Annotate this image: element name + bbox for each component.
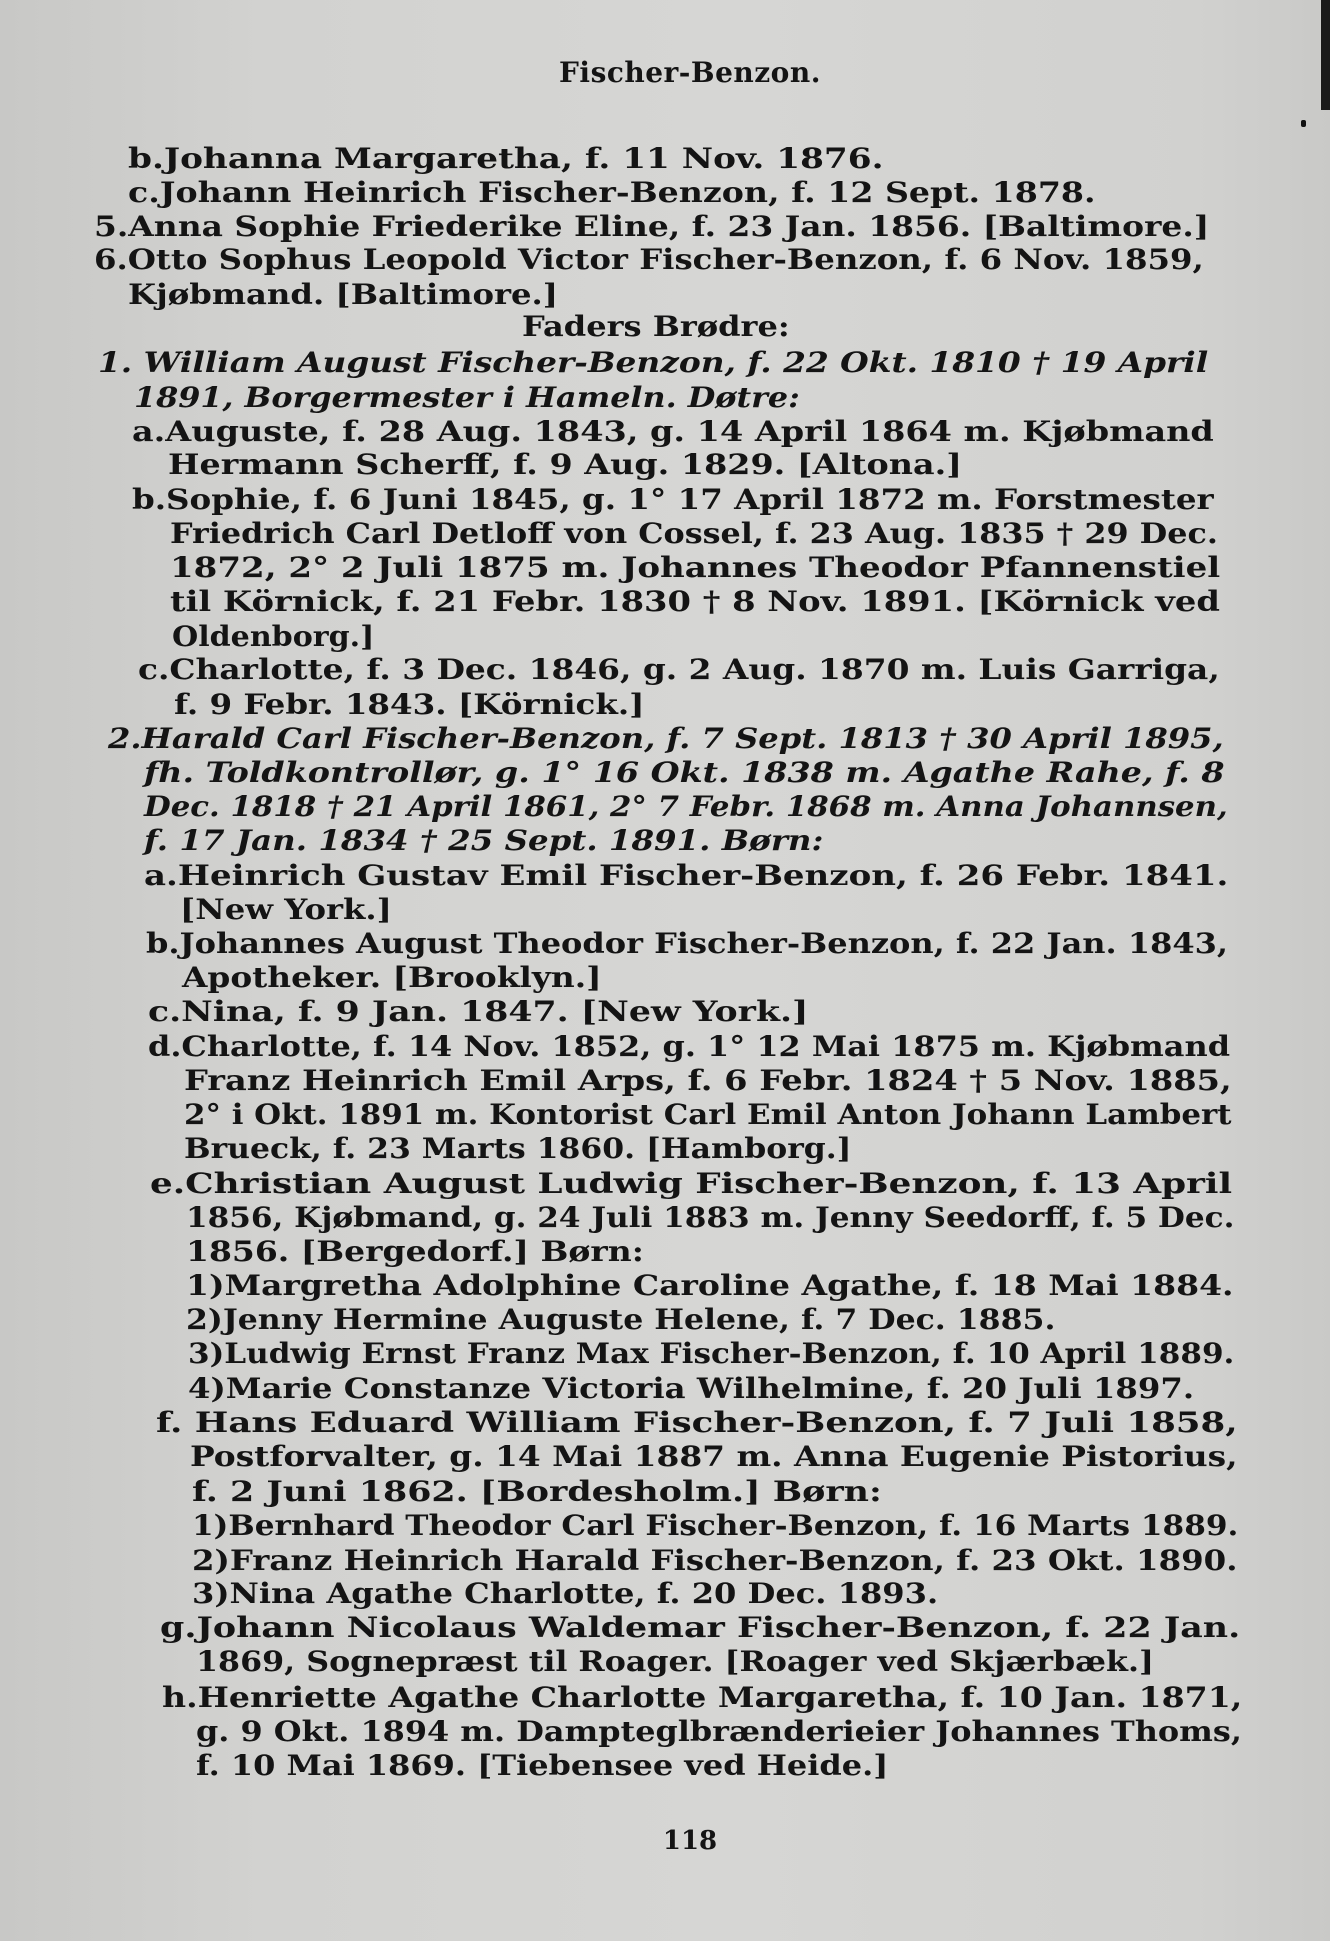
text-line: h.Henriette Agathe Charlotte Margaretha, f. 10 Jan. 1871, [162,1681,1243,1714]
text-line: g.Johann Nicolaus Waldemar Fischer-Benzon, f. 22 Jan. [160,1611,1241,1644]
text-line: e.Christian August Ludwig Fischer-Benzon, f. 13 April [150,1167,1233,1200]
text-line: 1. William August Fischer-Benzon, f. 22 Okt. 1810 † 19 April [98,346,1209,379]
text-line: a.Auguste, f. 28 Aug. 1843, g. 14 April 1864 m. Kjøbmand [132,415,1214,448]
text-line: 1869, Sognepræst til Roager. [Roager ved Skjærbæk.] [196,1645,1154,1678]
text-line: b.Johannes August Theodor Fischer-Benzon, f. 22 Jan. 1843, [146,927,1229,960]
text-line: 6.Otto Sophus Leopold Victor Fischer-Benzon, f. 6 Nov. 1859, [94,243,1204,276]
text-line: f. Hans Eduard William Fischer-Benzon, f. 7 Juli 1858, [156,1406,1238,1439]
text-line: 2.Harald Carl Fischer-Benzon, f. 7 Sept. 1813 † 30 April 1895, [108,722,1224,755]
text-line: 2)Franz Heinrich Harald Fischer-Benzon, f. 23 Okt. 1890. [192,1544,1238,1577]
text-line: Friedrich Carl Detloff von Cossel, f. 23 Aug. 1835 † 29 Dec. [170,517,1218,550]
text-line: Franz Heinrich Emil Arps, f. 6 Febr. 1824 † 5 Nov. 1885, [184,1064,1232,1097]
text-line: Hermann Scherff, f. 9 Aug. 1829. [Altona.] [168,448,962,481]
text-line: 4)Marie Constanze Victoria Wilhelmine, f. 20 Juli 1897. [188,1372,1195,1405]
text-line: Postforvalter, g. 14 Mai 1887 m. Anna Eugenie Pistorius, [190,1440,1238,1473]
text-line: [New York.] [180,893,392,926]
ink-speck [1301,120,1306,127]
text-line: f. 10 Mai 1869. [Tiebensee ved Heide.] [196,1749,889,1782]
text-line: c.Johann Heinrich Fischer-Benzon, f. 12 Sept. 1878. [128,176,1096,209]
text-line: 1)Margretha Adolphine Caroline Agathe, f. 18 Mai 1884. [186,1269,1234,1302]
text-line: 2° i Okt. 1891 m. Kontorist Carl Emil Anton Johann Lambert [184,1098,1232,1131]
text-line: f. 17 Jan. 1834 † 25 Sept. 1891. Børn: [144,824,824,857]
text-line: b.Johanna Margaretha, f. 11 Nov. 1876. [128,142,884,175]
text-line: fh. Toldkontrollør, g. 1° 16 Okt. 1838 m. Agathe Rahe, f. 8 [144,756,1225,789]
text-line: 3)Nina Agathe Charlotte, f. 20 Dec. 1893. [192,1577,939,1610]
scan-edge-shadow [1321,0,1330,110]
text-line: c.Nina, f. 9 Jan. 1847. [New York.] [148,995,809,1028]
text-line: f. 2 Juni 1862. [Bordesholm.] Børn: [192,1475,882,1508]
text-line: Oldenborg.] [172,620,375,653]
text-line: 1891, Borgermester i Hameln. Døtre: [134,381,800,414]
text-line: 1872, 2° 2 Juli 1875 m. Johannes Theodor Pfannenstiel [170,551,1221,584]
text-line: g. 9 Okt. 1894 m. Dampteglbrænderieier Johannes Thoms, [196,1715,1242,1748]
text-line: 2)Jenny Hermine Auguste Helene, f. 7 Dec. 1885. [186,1303,1056,1336]
text-line: til Körnick, f. 21 Febr. 1830 † 8 Nov. 1891. [Körnick ved [170,585,1220,618]
page-header: Fischer-Benzon. [559,56,821,89]
text-line: 1)Bernhard Theodor Carl Fischer-Benzon, f. 16 Marts 1889. [192,1509,1239,1542]
text-line: 1856, Kjøbmand, g. 24 Juli 1883 m. Jenny Seedorff, f. 5 Dec. [186,1201,1235,1234]
text-line: 5.Anna Sophie Friederike Eline, f. 23 Jan. 1856. [Baltimore.] [94,210,1210,243]
text-line: d.Charlotte, f. 14 Nov. 1852, g. 1° 12 Mai 1875 m. Kjøbmand [148,1030,1231,1063]
page-number: 118 [662,1826,718,1856]
text-line: Dec. 1818 † 21 April 1861, 2° 7 Febr. 1868 m. Anna Johannsen, [144,790,1228,823]
text-line: b.Sophie, f. 6 Juni 1845, g. 1° 17 April 1872 m. Forstmester [132,483,1214,516]
text-line: 1856. [Bergedorf.] Børn: [186,1235,644,1268]
text-line: f. 9 Febr. 1843. [Körnick.] [174,688,645,721]
text-line: Apotheker. [Brooklyn.] [182,961,602,994]
text-line: c.Charlotte, f. 3 Dec. 1846, g. 2 Aug. 1870 m. Luis Garriga, [138,653,1220,686]
text-line: a.Heinrich Gustav Emil Fischer-Benzon, f. 26 Febr. 1841. [144,859,1229,892]
text-line: Brueck, f. 23 Marts 1860. [Hamborg.] [184,1132,852,1165]
text-line: 3)Ludwig Ernst Franz Max Fischer-Benzon, f. 10 April 1889. [188,1337,1235,1370]
text-line: Kjøbmand. [Baltimore.] [128,278,559,311]
section-heading: Faders Brødre: [522,310,790,343]
